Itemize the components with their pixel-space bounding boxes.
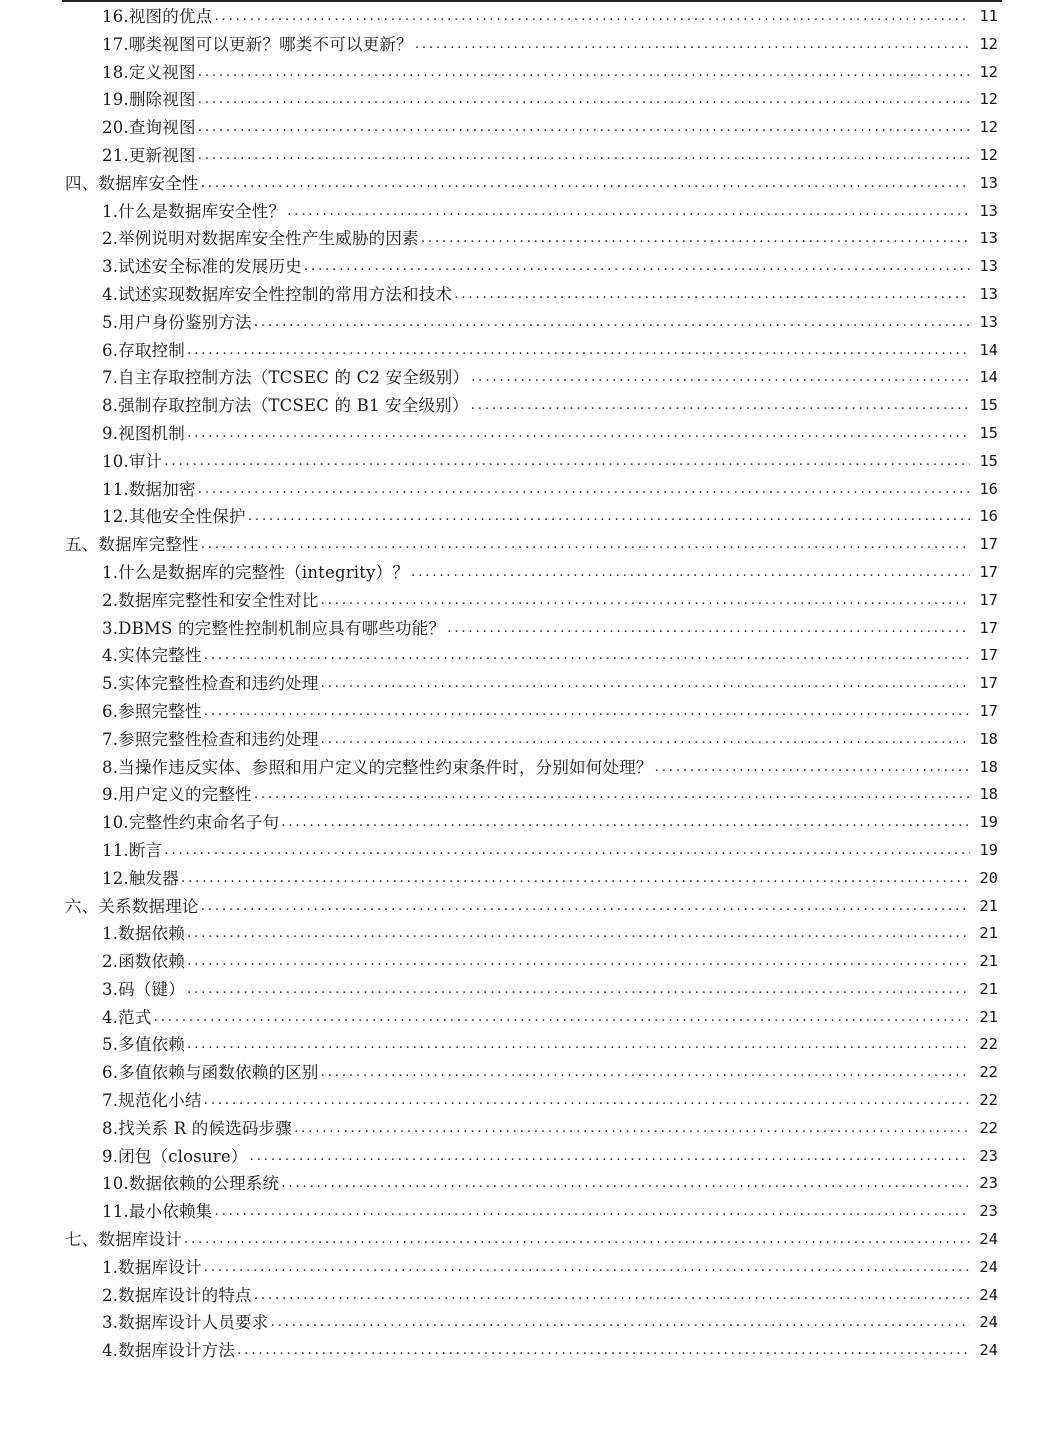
header-rule: [62, 0, 1002, 2]
toc-section-entry[interactable]: [0, 781, 1060, 809]
toc-entry-title: 3.DBMS 的完整性控制机制应具有哪些功能？: [102, 618, 446, 638]
toc-chapter-entry[interactable]: [0, 531, 1060, 559]
toc-page-number: 15: [979, 396, 998, 415]
dot-leader: [187, 920, 970, 948]
toc-entry-title: 4.数据库设计方法: [102, 1341, 236, 1361]
toc-page-number: 18: [979, 729, 998, 748]
dot-leader: [421, 225, 970, 253]
toc-entry-title: 2.数据库设计的特点: [102, 1285, 252, 1305]
toc-section-entry[interactable]: [0, 392, 1060, 420]
dot-leader: [248, 503, 970, 531]
toc-section-entry[interactable]: [0, 86, 1060, 114]
toc-section-entry[interactable]: [0, 837, 1060, 865]
toc-page-number: 23: [979, 1174, 998, 1193]
toc-page-number: 13: [979, 173, 998, 192]
toc-section-entry[interactable]: [0, 1198, 1060, 1226]
toc-page-number: 15: [979, 451, 998, 470]
toc-section-entry[interactable]: [0, 225, 1060, 253]
dot-leader: [198, 142, 970, 170]
toc-section-entry[interactable]: [0, 364, 1060, 392]
toc-section-entry[interactable]: [0, 281, 1060, 309]
toc-entry-title: 20.查询视图: [102, 118, 196, 138]
toc-section-entry[interactable]: [0, 1170, 1060, 1198]
toc-entry-title: 6.参照完整性: [102, 701, 202, 721]
toc-page-number: 12: [979, 145, 998, 164]
toc-entry-title: 5.实体完整性检查和违约处理: [102, 674, 319, 694]
dot-leader: [164, 448, 970, 476]
toc-section-entry[interactable]: [0, 1309, 1060, 1337]
toc-entry-title: 1.数据库设计: [102, 1257, 202, 1277]
toc-entry-title: 六、关系数据理论: [65, 896, 199, 916]
toc-entry-title: 4.试述实现数据库安全性控制的常用方法和技术: [102, 284, 453, 304]
toc-entry-title: 3.试述安全标准的发展历史: [102, 257, 302, 277]
toc-section-entry[interactable]: [0, 948, 1060, 976]
toc-section-entry[interactable]: [0, 1059, 1060, 1087]
toc-entry-title: 12.触发器: [102, 868, 179, 888]
toc-section-entry[interactable]: [0, 448, 1060, 476]
dot-leader: [198, 114, 970, 142]
toc-entry-title: 18.定义视图: [102, 62, 196, 82]
toc-page-number: 23: [979, 1202, 998, 1221]
dot-leader: [214, 3, 970, 31]
dot-leader: [250, 1143, 970, 1171]
toc-section-entry[interactable]: [0, 615, 1060, 643]
toc-page-number: 24: [979, 1230, 998, 1249]
toc-chapter-entry[interactable]: [0, 170, 1060, 198]
dot-leader: [287, 198, 970, 226]
toc-entry-title: 2.数据库完整性和安全性对比: [102, 590, 319, 610]
toc-section-entry[interactable]: [0, 3, 1060, 31]
toc-section-entry[interactable]: [0, 976, 1060, 1004]
dot-leader: [184, 1226, 970, 1254]
toc-page-number: 22: [979, 1035, 998, 1054]
dot-leader: [198, 476, 970, 504]
toc-section-entry[interactable]: [0, 1282, 1060, 1310]
toc-page-number: 12: [979, 34, 998, 53]
toc-entry-title: 8.强制存取控制方法（TCSEC 的 B1 安全级别）: [102, 396, 469, 416]
toc-page-number: 21: [979, 979, 998, 998]
toc-page-number: 17: [979, 590, 998, 609]
dot-leader: [187, 1031, 970, 1059]
toc-page-number: 20: [979, 868, 998, 887]
toc-page-number: 14: [979, 340, 998, 359]
dot-leader: [454, 281, 970, 309]
toc-chapter-entry[interactable]: [0, 1226, 1060, 1254]
toc-section-entry[interactable]: [0, 754, 1060, 782]
toc-entry-title: 10.完整性约束命名子句: [102, 813, 280, 833]
toc-section-entry[interactable]: [0, 309, 1060, 337]
toc-page-number: 22: [979, 1063, 998, 1082]
toc-entry-title: 3.码（键）: [102, 979, 185, 999]
toc-entry-title: 七、数据库设计: [65, 1230, 182, 1250]
toc-page-number: 12: [979, 90, 998, 109]
dot-leader: [204, 642, 970, 670]
toc-page-number: 13: [979, 201, 998, 220]
toc-page-number: 12: [979, 62, 998, 81]
toc-page-number: 21: [979, 952, 998, 971]
toc-entry-title: 3.数据库设计人员要求: [102, 1313, 269, 1333]
toc-section-entry[interactable]: [0, 698, 1060, 726]
toc-entry-title: 9.用户定义的完整性: [102, 785, 252, 805]
toc-page-number: 17: [979, 535, 998, 554]
toc-entry-title: 8.当操作违反实体、参照和用户定义的完整性约束条件时，分别如何处理？: [102, 757, 653, 777]
toc-page-number: 18: [979, 757, 998, 776]
toc-page-number: 19: [979, 840, 998, 859]
dot-leader: [237, 1337, 970, 1365]
dot-leader: [281, 809, 970, 837]
toc-page-number: 17: [979, 646, 998, 665]
dot-leader: [204, 1087, 970, 1115]
toc-page-number: 16: [979, 507, 998, 526]
toc-section-entry[interactable]: [0, 559, 1060, 587]
toc-entry-title: 7.参照完整性检查和违约处理: [102, 729, 319, 749]
toc-entry-title: 10.审计: [102, 451, 163, 471]
toc-entry-title: 5.用户身份鉴别方法: [102, 312, 252, 332]
toc-page-number: 12: [979, 118, 998, 137]
toc-page-number: 24: [979, 1257, 998, 1276]
toc-page-number: 19: [979, 813, 998, 832]
toc-entry-title: 9.视图机制: [102, 423, 185, 443]
toc-chapter-entry[interactable]: [0, 893, 1060, 921]
toc-section-entry[interactable]: [0, 1087, 1060, 1115]
dot-leader: [447, 615, 970, 643]
toc-page-number: 22: [979, 1091, 998, 1110]
dot-leader: [187, 976, 970, 1004]
toc-page-number: 21: [979, 924, 998, 943]
toc-entry-title: 8.找关系 R 的候选码步骤: [102, 1118, 292, 1138]
toc-section-entry[interactable]: [0, 59, 1060, 87]
dot-leader: [321, 1059, 970, 1087]
toc-entry-title: 6.多值依赖与函数依赖的区别: [102, 1063, 319, 1083]
dot-leader: [201, 531, 970, 559]
toc-entry-title: 2.举例说明对数据库安全性产生威胁的因素: [102, 229, 419, 249]
toc-section-entry[interactable]: [0, 142, 1060, 170]
toc-page-number: 16: [979, 479, 998, 498]
dot-leader: [181, 865, 970, 893]
toc-entry-title: 9.闭包（closure）: [102, 1146, 248, 1166]
dot-leader: [471, 364, 970, 392]
toc-entry-title: 五、数据库完整性: [65, 535, 199, 555]
toc-entry-title: 1.什么是数据库的完整性（integrity）？: [102, 562, 410, 582]
toc-page-number: 24: [979, 1313, 998, 1332]
dot-leader: [201, 893, 970, 921]
toc-page-number: 13: [979, 312, 998, 331]
toc-section-entry[interactable]: [0, 114, 1060, 142]
dot-leader: [411, 559, 970, 587]
toc-entry-title: 5.多值依赖: [102, 1035, 185, 1055]
toc-page-number: 17: [979, 562, 998, 581]
toc-entry-title: 17.哪类视图可以更新？哪类不可以更新？: [102, 34, 413, 54]
toc-entry-title: 6.存取控制: [102, 340, 185, 360]
toc-section-entry[interactable]: [0, 587, 1060, 615]
toc-entry-title: 4.实体完整性: [102, 646, 202, 666]
toc-page-number: 24: [979, 1285, 998, 1304]
toc-page-number: 17: [979, 618, 998, 637]
dot-leader: [321, 670, 970, 698]
toc-page-number: 21: [979, 1007, 998, 1026]
dot-leader: [164, 837, 970, 865]
toc-page-number: 13: [979, 284, 998, 303]
dot-leader: [655, 754, 970, 782]
table-of-contents: [0, 3, 1060, 1365]
dot-leader: [270, 1309, 970, 1337]
toc-section-entry[interactable]: [0, 642, 1060, 670]
toc-section-entry[interactable]: [0, 31, 1060, 59]
toc-entry-title: 11.数据加密: [102, 479, 196, 499]
toc-page-number: 18: [979, 785, 998, 804]
dot-leader: [254, 309, 970, 337]
toc-section-entry[interactable]: [0, 1115, 1060, 1143]
dot-leader: [304, 253, 970, 281]
toc-section-entry[interactable]: [0, 1031, 1060, 1059]
toc-entry-title: 11.断言: [102, 840, 163, 860]
toc-section-entry[interactable]: [0, 1337, 1060, 1365]
toc-entry-title: 11.最小依赖集: [102, 1202, 213, 1222]
dot-leader: [254, 781, 970, 809]
dot-leader: [154, 1004, 970, 1032]
dot-leader: [214, 1198, 970, 1226]
toc-entry-title: 10.数据依赖的公理系统: [102, 1174, 280, 1194]
toc-section-entry[interactable]: [0, 809, 1060, 837]
toc-page-number: 14: [979, 368, 998, 387]
toc-page-number: 13: [979, 229, 998, 248]
toc-section-entry[interactable]: [0, 198, 1060, 226]
toc-entry-title: 2.函数依赖: [102, 952, 185, 972]
toc-entry-title: 四、数据库安全性: [65, 173, 199, 193]
toc-page-number: 15: [979, 423, 998, 442]
toc-entry-title: 7.自主存取控制方法（TCSEC 的 C2 安全级别）: [102, 368, 470, 388]
dot-leader: [415, 31, 970, 59]
toc-page-number: 24: [979, 1341, 998, 1360]
dot-leader: [281, 1170, 970, 1198]
toc-page-number: 17: [979, 701, 998, 720]
toc-section-entry[interactable]: [0, 1254, 1060, 1282]
toc-section-entry[interactable]: [0, 1143, 1060, 1171]
dot-leader: [187, 420, 970, 448]
toc-section-entry[interactable]: [0, 1004, 1060, 1032]
toc-page-number: 22: [979, 1118, 998, 1137]
dot-leader: [204, 1254, 970, 1282]
dot-leader: [201, 170, 970, 198]
toc-entry-title: 19.删除视图: [102, 90, 196, 110]
dot-leader: [187, 948, 970, 976]
dot-leader: [471, 392, 970, 420]
toc-entry-title: 12.其他安全性保护: [102, 507, 246, 527]
toc-entry-title: 1.数据依赖: [102, 924, 185, 944]
toc-section-entry[interactable]: [0, 253, 1060, 281]
toc-section-entry[interactable]: [0, 865, 1060, 893]
toc-page-number: 17: [979, 674, 998, 693]
dot-leader: [294, 1115, 970, 1143]
toc-section-entry[interactable]: [0, 670, 1060, 698]
toc-entry-title: 4.范式: [102, 1007, 152, 1027]
toc-entry-title: 21.更新视图: [102, 145, 196, 165]
toc-section-entry[interactable]: [0, 726, 1060, 754]
toc-section-entry[interactable]: [0, 476, 1060, 504]
toc-page-number: 11: [979, 7, 998, 25]
dot-leader: [187, 337, 970, 365]
toc-entry-title: 7.规范化小结: [102, 1091, 202, 1111]
dot-leader: [198, 59, 970, 87]
dot-leader: [321, 726, 970, 754]
toc-page-number: 13: [979, 257, 998, 276]
dot-leader: [198, 86, 970, 114]
toc-entry-title: 1.什么是数据库安全性？: [102, 201, 286, 221]
toc-entry-title: 16.视图的优点: [102, 7, 213, 26]
dot-leader: [254, 1282, 970, 1310]
toc-section-entry[interactable]: [0, 337, 1060, 365]
dot-leader: [204, 698, 970, 726]
toc-page-number: 21: [979, 896, 998, 915]
toc-page-number: 23: [979, 1146, 998, 1165]
toc-section-entry[interactable]: [0, 920, 1060, 948]
toc-section-entry[interactable]: [0, 503, 1060, 531]
toc-section-entry[interactable]: [0, 420, 1060, 448]
dot-leader: [321, 587, 970, 615]
